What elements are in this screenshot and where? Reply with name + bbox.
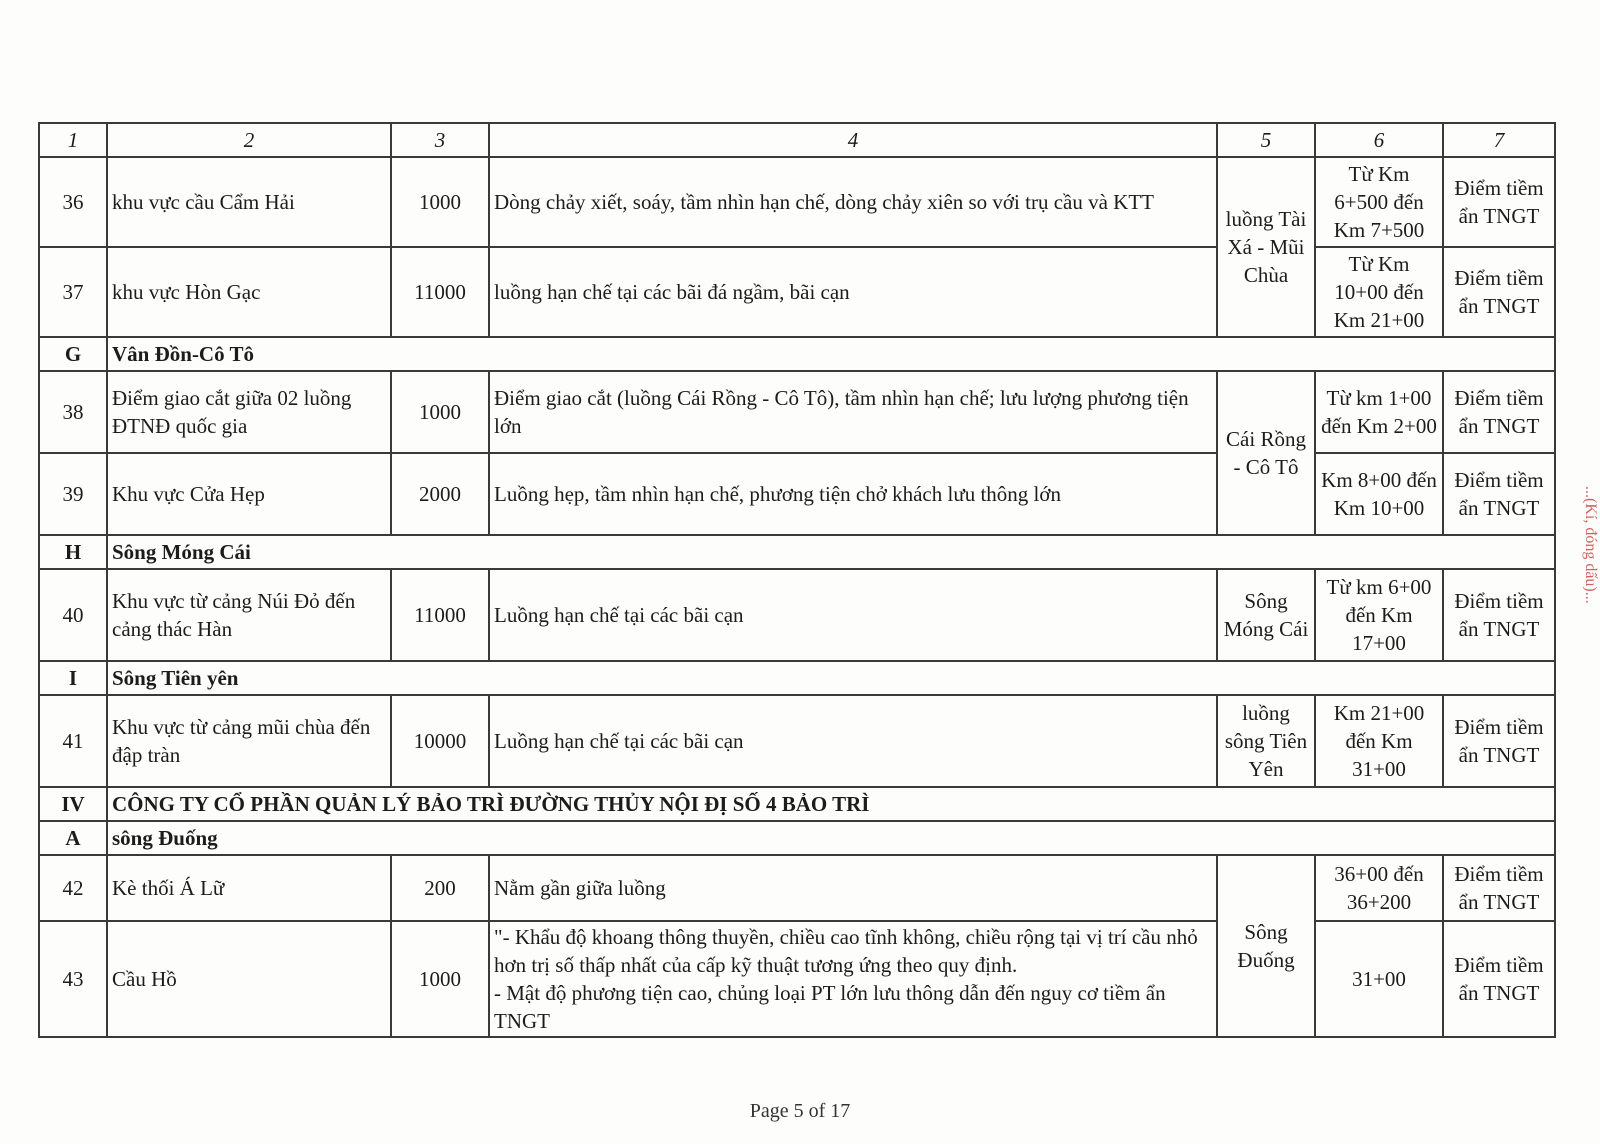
section-title: Sông Móng Cái: [107, 535, 1555, 569]
section-title: CÔNG TY CỔ PHẦN QUẢN LÝ BẢO TRÌ ĐƯỜNG THỦY NỘI ĐỊ SỐ 4 BẢO TRÌ: [107, 787, 1555, 821]
section-title: Vân Đồn-Cô Tô: [107, 337, 1555, 371]
header-cell: 2: [107, 123, 391, 157]
header-cell: 3: [391, 123, 489, 157]
section-row: [39, 337, 1555, 371]
section-label: A: [39, 821, 107, 855]
table-row: [39, 371, 1555, 453]
note-cell: Điểm tiềm ẩn TNGT: [1443, 371, 1555, 453]
header-cell: 4: [489, 123, 1217, 157]
row-number: 37: [39, 247, 107, 337]
table-row: [39, 921, 1555, 1037]
row-number: 43: [39, 921, 107, 1037]
table-row: [39, 247, 1555, 337]
description-cell: luồng hạn chế tại các bãi đá ngầm, bãi cạn: [489, 247, 1217, 337]
location-cell: 31+00: [1315, 921, 1443, 1037]
description-line: - Mật độ phương tiện cao, chủng loại PT lớn lưu thông dẫn đến nguy cơ tiềm ẩn TNGT: [494, 981, 1166, 1033]
section-row: [39, 535, 1555, 569]
table-header-row: [39, 123, 1555, 157]
description-cell: [489, 921, 1217, 1037]
header-cell: 1: [39, 123, 107, 157]
length-cell: 10000: [391, 695, 489, 787]
description-cell: Luồng hạn chế tại các bãi cạn: [489, 569, 1217, 661]
section-row: [39, 821, 1555, 855]
header-cell: 6: [1315, 123, 1443, 157]
length-cell: 1000: [391, 371, 489, 453]
length-cell: 1000: [391, 157, 489, 247]
location-cell: Km 21+00 đến Km 31+00: [1315, 695, 1443, 787]
section-title: sông Đuống: [107, 821, 1555, 855]
row-number: 39: [39, 453, 107, 535]
route-cell: Sông Móng Cái: [1217, 569, 1315, 661]
location-cell: Từ km 6+00 đến Km 17+00: [1315, 569, 1443, 661]
description-line: "- Khẩu độ khoang thông thuyền, chiều cao tĩnh không, chiều rộng tại vị trí cầu nhỏ hơn trị số thấp nhất của cấp kỹ thuật tương ứng theo quy định.: [494, 925, 1198, 977]
length-cell: 1000: [391, 921, 489, 1037]
location-cell: Từ Km 6+500 đến Km 7+500: [1315, 157, 1443, 247]
route-cell: luồng sông Tiên Yên: [1217, 695, 1315, 787]
section-label: I: [39, 661, 107, 695]
note-cell: Điểm tiềm ẩn TNGT: [1443, 247, 1555, 337]
table-row: [39, 569, 1555, 661]
length-cell: 200: [391, 855, 489, 921]
section-label: IV: [39, 787, 107, 821]
section-title: Sông Tiên yên: [107, 661, 1555, 695]
area-cell: Cầu Hồ: [107, 921, 391, 1037]
page-number: Page 5 of 17: [749, 1100, 851, 1122]
route-cell: Cái Rồng - Cô Tô: [1217, 371, 1315, 535]
area-cell: Điểm giao cắt giữa 02 luồng ĐTNĐ quốc gia: [107, 371, 391, 453]
section-row: [39, 661, 1555, 695]
table-row: [39, 695, 1555, 787]
table-row: [39, 855, 1555, 921]
area-cell: Khu vực từ cảng mũi chùa đến đập tràn: [107, 695, 391, 787]
description-cell: Luồng hẹp, tầm nhìn hạn chế, phương tiện chở khách lưu thông lớn: [489, 453, 1217, 535]
section-row: [39, 787, 1555, 821]
section-label: H: [39, 535, 107, 569]
row-number: 42: [39, 855, 107, 921]
area-cell: khu vực cầu Cẩm Hải: [107, 157, 391, 247]
route-cell: Sông Đuống: [1217, 855, 1315, 1037]
description-cell: Luồng hạn chế tại các bãi cạn: [489, 695, 1217, 787]
description-cell: Nằm gần giữa luồng: [489, 855, 1217, 921]
table-row: [39, 453, 1555, 535]
area-cell: khu vực Hòn Gạc: [107, 247, 391, 337]
row-number: 38: [39, 371, 107, 453]
note-cell: Điểm tiềm ẩn TNGT: [1443, 921, 1555, 1037]
note-cell: Điểm tiềm ẩn TNGT: [1443, 855, 1555, 921]
area-cell: Kè thối Á Lữ: [107, 855, 391, 921]
description-cell: Điểm giao cắt (luồng Cái Rồng - Cô Tô), tầm nhìn hạn chế; lưu lượng phương tiện lớn: [489, 371, 1217, 453]
location-cell: 36+00 đến 36+200: [1315, 855, 1443, 921]
row-number: 41: [39, 695, 107, 787]
row-number: 40: [39, 569, 107, 661]
location-cell: Từ km 1+00 đến Km 2+00: [1315, 371, 1443, 453]
note-cell: Điểm tiềm ẩn TNGT: [1443, 695, 1555, 787]
length-cell: 11000: [391, 247, 489, 337]
note-cell: Điểm tiềm ẩn TNGT: [1443, 453, 1555, 535]
section-label: G: [39, 337, 107, 371]
location-cell: Từ Km 10+00 đến Km 21+00: [1315, 247, 1443, 337]
note-cell: Điểm tiềm ẩn TNGT: [1443, 157, 1555, 247]
header-cell: 7: [1443, 123, 1555, 157]
description-cell: Dòng chảy xiết, soáy, tầm nhìn hạn chế, dòng chảy xiên so với trụ cầu và KTT: [489, 157, 1217, 247]
document-table: [38, 122, 1556, 1038]
note-cell: Điểm tiềm ẩn TNGT: [1443, 569, 1555, 661]
header-cell: 5: [1217, 123, 1315, 157]
area-cell: Khu vực từ cảng Núi Đỏ đến cảng thác Hàn: [107, 569, 391, 661]
table-row: [39, 157, 1555, 247]
route-cell: luồng Tài Xá - Mũi Chùa: [1217, 157, 1315, 337]
side-stamp: ...(Kí, đóng dấu)...: [1582, 486, 1599, 604]
length-cell: 11000: [391, 569, 489, 661]
length-cell: 2000: [391, 453, 489, 535]
area-cell: Khu vực Cửa Hẹp: [107, 453, 391, 535]
row-number: 36: [39, 157, 107, 247]
location-cell: Km 8+00 đến Km 10+00: [1315, 453, 1443, 535]
